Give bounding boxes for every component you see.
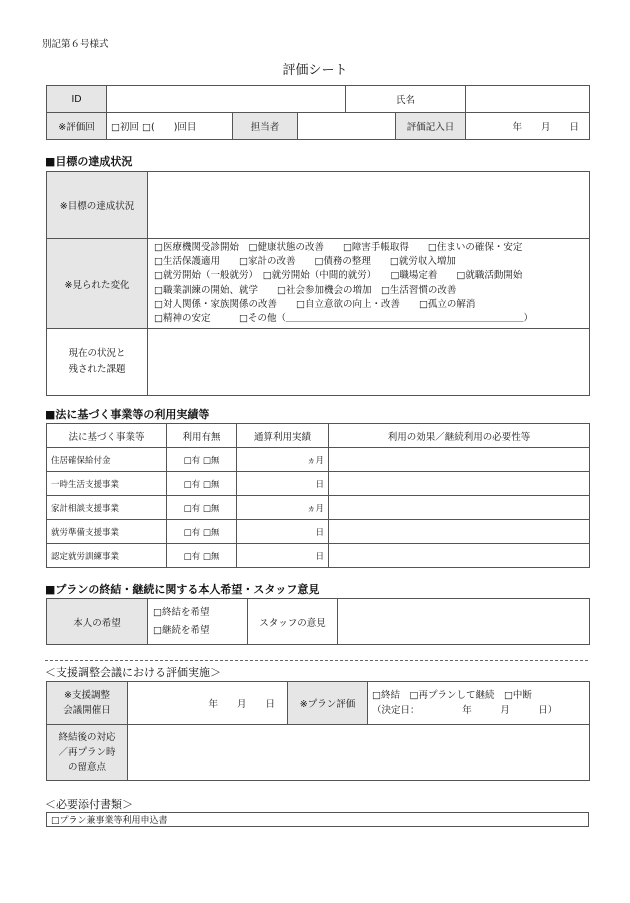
wish-options[interactable] <box>148 599 248 645</box>
usage-checkbox[interactable]: □有 □無 <box>167 520 237 544</box>
eval-first-checkbox[interactable]: □初回 <box>111 122 139 133</box>
header-table <box>46 85 590 140</box>
eval-date-label: 評価記入日 <box>396 113 466 140</box>
changes-checklist[interactable] <box>148 239 590 329</box>
eval-date-field[interactable]: 年 月 日 <box>466 113 590 140</box>
usage-effect-field[interactable] <box>329 520 590 544</box>
goals-table <box>46 171 590 396</box>
id-field[interactable] <box>107 86 346 113</box>
table-row <box>47 544 590 568</box>
issues-label: 現在の状況と 残された課題 <box>47 329 148 396</box>
eval-count-label: ※評価回 <box>47 113 107 140</box>
attachment-item[interactable]: □プラン兼事業等利用申込書 <box>47 813 589 827</box>
changes-label: ※見られた変化 <box>47 239 148 329</box>
eval-count-options[interactable] <box>107 113 233 140</box>
name-field[interactable] <box>466 86 590 113</box>
end-checkbox[interactable]: □終結を希望 <box>153 606 210 618</box>
service-name: 家計相談支援事業 <box>47 496 167 520</box>
issues-field[interactable] <box>148 329 590 396</box>
meeting-heading: ＜支援調整会議における評価実施＞ <box>45 666 221 679</box>
continue-checkbox[interactable]: □継続を希望 <box>153 624 210 636</box>
usage-effect-field[interactable] <box>329 496 590 520</box>
usage-record[interactable]: ヵ月 <box>237 496 329 520</box>
col-header: 法に基づく事業等 <box>47 424 167 448</box>
service-name: 一時生活支援事業 <box>47 472 167 496</box>
plan-eval-checkboxes[interactable]: □終結 □再プランして継続 □中断 <box>372 690 532 701</box>
achievement-label: ※目標の達成状況 <box>47 172 148 239</box>
usage-checkbox[interactable]: □有 □無 <box>167 544 237 568</box>
usage-checkbox[interactable]: □有 □無 <box>167 472 237 496</box>
wish-label: 本人の希望 <box>47 599 148 645</box>
achievement-field[interactable] <box>148 172 590 239</box>
services-table <box>46 423 590 568</box>
goals-heading: ■目標の達成状況 <box>45 155 133 168</box>
col-header: 利用の効果／継続利用の必要性等 <box>329 424 590 448</box>
usage-checkbox[interactable]: □有 □無 <box>167 448 237 472</box>
form-number: 別記第６号様式 <box>42 39 109 50</box>
usage-effect-field[interactable] <box>329 448 590 472</box>
usage-record[interactable]: 日 <box>237 520 329 544</box>
usage-checkbox[interactable]: □有 □無 <box>167 496 237 520</box>
changes-line[interactable]: □対人関係・家族関係の改善 □自立意欲の向上・改善 □孤立の解消 <box>154 298 476 310</box>
service-name: 認定就労訓練事業 <box>47 544 167 568</box>
eval-nth-checkbox[interactable]: □( )回目 <box>142 122 197 133</box>
changes-line[interactable]: □就労開始（一般就労） □就労開始（中間的就労） □職場定着 □就職活動開始 <box>154 270 523 282</box>
table-row <box>47 472 590 496</box>
usage-effect-field[interactable] <box>329 544 590 568</box>
col-header: 利用有無 <box>167 424 237 448</box>
notes-field[interactable] <box>128 725 590 781</box>
table-row <box>47 520 590 544</box>
changes-line[interactable]: □医療機関受診開始 □健康状態の改善 □障害手帳取得 □住まいの確保・安定 <box>154 242 523 253</box>
changes-line[interactable]: □生活保護適用 □家計の改善 □債務の整理 □就労収入増加 <box>154 256 456 268</box>
divider <box>45 660 588 661</box>
notes-label: 終結後の対応 ／再プラン時 の留意点 <box>47 725 128 781</box>
name-label: 氏名 <box>346 86 466 113</box>
table-row <box>47 448 590 472</box>
table-row <box>47 496 590 520</box>
attachments-heading: ＜必要添付書類＞ <box>45 798 133 811</box>
usage-effect-field[interactable] <box>329 472 590 496</box>
service-name: 住居確保給付金 <box>47 448 167 472</box>
staff-label: 担当者 <box>233 113 298 140</box>
plan-end-heading: ■プランの終結・継続に関する本人希望・スタッフ意見 <box>45 583 320 596</box>
service-name: 就労準備支援事業 <box>47 520 167 544</box>
services-heading: ■法に基づく事業等の利用実績等 <box>45 408 210 421</box>
plan-end-table <box>46 598 590 645</box>
usage-record[interactable]: 日 <box>237 472 329 496</box>
col-header: 通算利用実績 <box>237 424 329 448</box>
staff-opinion-label: スタッフの意見 <box>248 599 338 645</box>
page-title: 評価シート <box>282 63 348 78</box>
plan-eval-options[interactable] <box>368 682 590 725</box>
staff-opinion-field[interactable] <box>338 599 590 645</box>
attachments-table <box>46 812 589 827</box>
usage-record[interactable]: ヵ月 <box>237 448 329 472</box>
plan-eval-label: ※プラン評価 <box>288 682 368 725</box>
changes-line[interactable]: □職業訓練の開始、就学 □社会参加機会の増加 □生活習慣の改善 <box>154 284 457 296</box>
id-label: ID <box>47 86 107 113</box>
meeting-date-label: ※支援調整 会議開催日 <box>47 682 128 725</box>
meeting-table <box>46 681 590 781</box>
changes-line[interactable]: □精神の安定 □その他（＿＿＿＿＿＿＿＿＿＿＿＿＿＿＿＿＿＿＿＿＿＿＿＿＿） <box>154 313 533 325</box>
usage-record[interactable]: 日 <box>237 544 329 568</box>
staff-field[interactable] <box>298 113 396 140</box>
decision-date[interactable]: （決定日： 年 月 日） <box>372 705 558 716</box>
meeting-date-field[interactable]: 年 月 日 <box>128 682 288 725</box>
